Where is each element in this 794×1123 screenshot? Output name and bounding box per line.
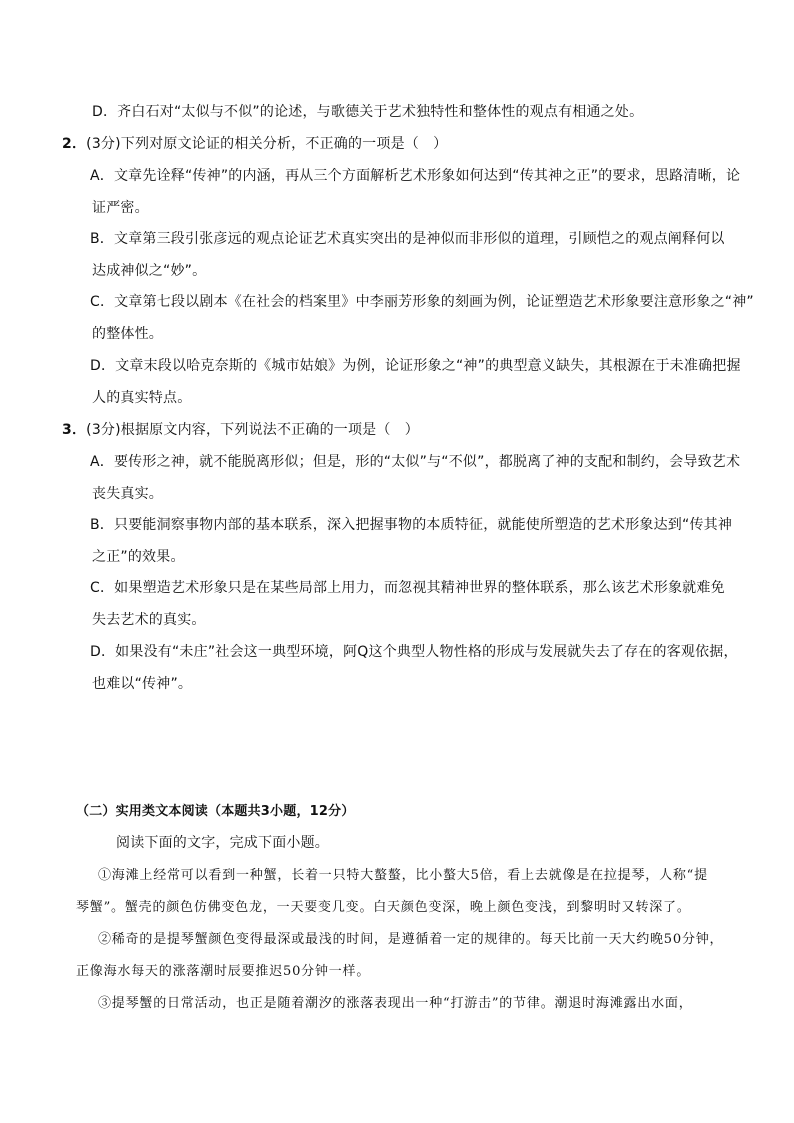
q2-option-a: A．文章先诠释“传神”的内涵，再从三个方面解析艺术形象如何达到“传其神之正”的要求，思路清晰，论 xyxy=(90,168,741,184)
q2-option-d-cont: 人的真实特点。 xyxy=(92,390,192,406)
passage-paragraph-1-cont: 琴蟹”。蟹壳的颜色仿佛变色龙，一天要变几变。白天颜色变深，晚上颜色变浅，到黎明时又转深了。 xyxy=(76,900,691,915)
section-title: （二）实用类文本阅读（本题共3小题，12分） xyxy=(76,804,355,819)
q3-option-a-cont: 丧失真实。 xyxy=(92,486,163,502)
q3-option-b: B．只要能洞察事物内部的基本联系，深入把握事物的本质特征，就能使所塑造的艺术形象达到“传其神 xyxy=(90,517,733,533)
section-instruction: 阅读下面的文字，完成下面小题。 xyxy=(116,835,329,851)
passage-paragraph-2: ②稀奇的是提琴蟹颜色变得最深或最浅的时间，是遵循着一定的规律的。每天比前一天大约晚50分钟， xyxy=(98,932,724,947)
q2-option-a-cont: 证严密。 xyxy=(92,200,149,216)
q3-option-c: C．如果塑造艺术形象只是在某些局部上用力，而忽视其精神世界的整体联系，那么该艺术形象就难免 xyxy=(90,580,725,596)
q3-stem-text: (3分)根据原文内容，下列说法不正确的一项是（ ） xyxy=(86,422,419,438)
q3-option-d-cont: 也难以“传神”。 xyxy=(92,676,193,692)
q3-number: 3． xyxy=(62,422,87,438)
q2-option-d: D．文章末段以哈克奈斯的《城市姑娘》为例，论证形象之“神”的典型意义缺失，其根源在于未准确把握 xyxy=(90,358,741,374)
passage-paragraph-2-cont: 正像海水每天的涨落潮时辰要推迟50分钟一样。 xyxy=(76,964,371,979)
passage-paragraph-1: ①海滩上经常可以看到一种蟹，长着一只特大螯螯，比小螯大5倍，看上去就像是在拉提琴，人称“提 xyxy=(98,868,708,883)
q3-option-a: A．要传形之神，就不能脱离形似；但是，形的“太似”与“不似”，都脱离了神的支配和制约，会导致艺术 xyxy=(90,454,741,470)
q3-option-b-cont: 之正”的效果。 xyxy=(92,549,185,565)
passage-paragraph-3: ③提琴蟹的日常活动，也正是随着潮汐的涨落表现出一种“打游击”的节律。潮退时海滩露出水面， xyxy=(98,996,693,1011)
q2-option-b: B．文章第三段引张彦远的观点论证艺术真实突出的是神似而非形似的道理，引顾恺之的观点阐释何以 xyxy=(90,231,725,247)
q2-option-c: C．文章第七段以剧本《在社会的档案里》中李丽芳形象的刻画为例，论证塑造艺术形象要注意形象之“神” xyxy=(90,294,754,310)
q1-option-d: D．齐白石对“太似与不似”的论述，与歌德关于艺术独特性和整体性的观点有相通之处。 xyxy=(92,104,644,120)
q2-option-b-cont: 达成神似之“妙”。 xyxy=(92,263,207,279)
q3-stem xyxy=(62,420,419,440)
q2-option-c-cont: 的整体性。 xyxy=(92,326,163,342)
q3-option-d: D．如果没有“未庄”社会这一典型环境，阿Q这个典型人物性格的形成与发展就失去了存在的客观依据， xyxy=(90,644,738,660)
q3-option-c-cont: 失去艺术的真实。 xyxy=(92,612,206,628)
q2-stem-text: (3分)下列对原文论证的相关分析，不正确的一项是（ ） xyxy=(86,136,448,152)
q2-number: 2． xyxy=(62,136,87,152)
q2-stem xyxy=(62,134,447,154)
